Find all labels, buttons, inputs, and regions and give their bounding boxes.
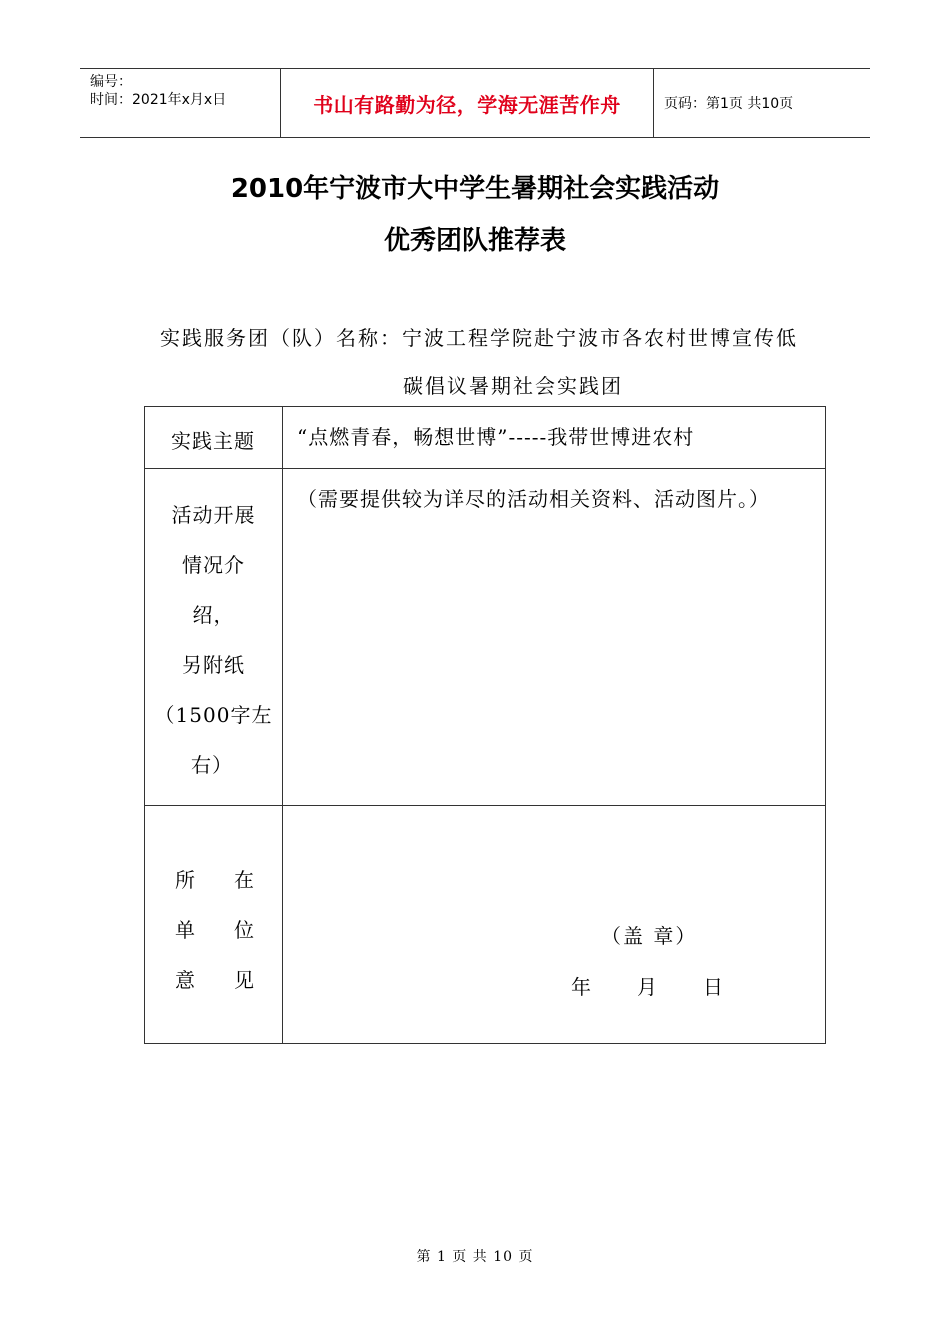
activity-label-line: 情况介 [182,553,245,577]
page-header [80,68,870,138]
opinion-label-line [175,864,255,893]
activity-label-line: 右） [191,753,233,777]
opinion-label-char: 在 [234,868,255,892]
header-meta-cell [80,69,281,137]
time-label: 时间：2021年x月x日 [90,92,227,108]
opinion-label-char: 见 [234,968,255,992]
table-row-opinion [145,806,825,1043]
activity-label-line: 活动开展 [171,503,256,527]
theme-label-cell [145,407,283,468]
opinion-label-char: 意 [175,968,196,992]
theme-label: 实践主题 [171,429,255,453]
date-line [571,971,723,1000]
opinion-label-line [175,914,255,943]
document-title-line2: 优秀团队推荐表 [383,226,566,256]
theme-value: “点燃青春，畅想世博”-----我带世博进农村 [297,425,695,449]
document-title-line1: 2010年宁波市大中学生暑期社会实践活动 [230,174,720,204]
table-row-theme [145,407,825,469]
page-footer: 第 1 页 共 10 页 [416,1249,534,1265]
activity-label-line: 绍， [192,603,235,627]
team-name-line1: 实践服务团（队）名称：宁波工程学院赴宁波市各农村世博宣传低 [160,326,798,350]
opinion-label-char: 所 [175,868,196,892]
activity-label-line: 另附纸 [182,653,245,677]
table-row-activity [145,469,825,806]
opinion-label-char: 单 [175,918,196,942]
activity-value: （需要提供较为详尽的活动相关资料、活动图片。） [297,487,770,511]
header-page-info: 页码：第1页 共10页 [664,96,794,112]
recommendation-table [144,406,826,1044]
opinion-label-char: 位 [234,918,255,942]
code-label: 编号： [90,74,132,90]
team-name-line2: 碳倡议暑期社会实践团 [403,374,623,398]
opinion-label-line [175,964,255,993]
header-motto: 书山有路勤为径，学海无涯苦作舟 [281,69,654,137]
activity-label-cell [145,469,283,805]
activity-value-cell [283,469,825,805]
opinion-label-cell [145,806,283,1043]
activity-label-line: （1500字左 [154,703,273,727]
opinion-value-cell [283,806,825,1043]
theme-value-cell [283,407,825,468]
date-month: 月 [637,975,657,999]
date-year: 年 [571,975,591,999]
seal-text: （盖 章） [601,924,698,948]
date-day: 日 [703,975,723,999]
